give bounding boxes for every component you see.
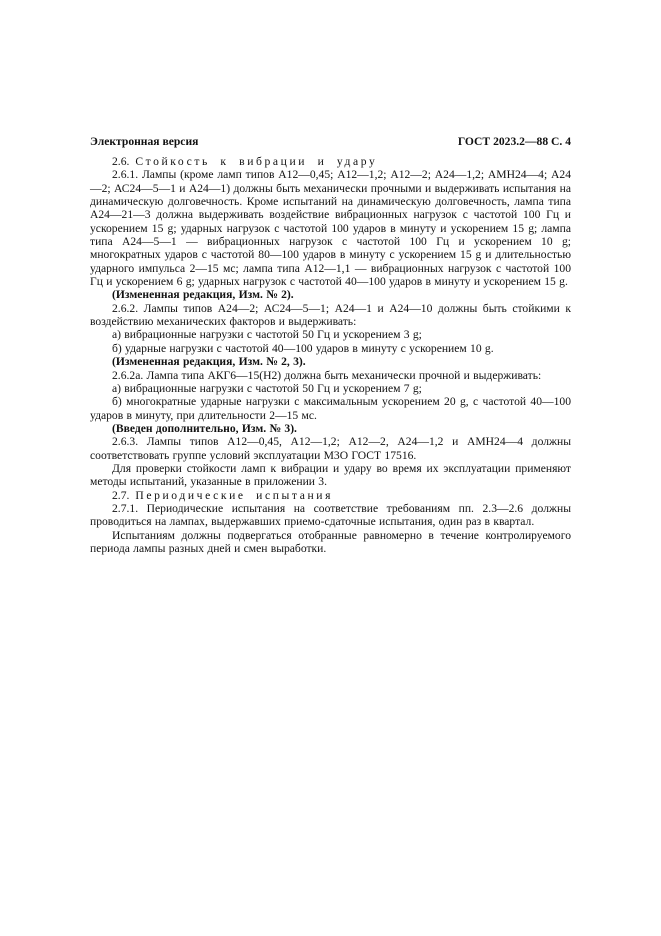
document-page [90,135,571,555]
list-item-a: а) вибрационные нагрузки с частотой 50 Гц и ускорением 7 g; [112,381,422,395]
section-heading-2-7 [90,489,571,502]
document-body [90,155,571,555]
paragraph-2-6-3: 2.6.3. Лампы типов А12—0,45, А12—1,2; А12—2, А24—1,2 и АМН24—4 должны соответствовать группе условий эксплуатации М3О ГОСТ 17516. [90,435,571,462]
list-item-b: б) многократные ударные нагрузки с максимальным ускорением 20 g, с частотой 40—100 ударов в минуту, при длительности 2—15 мс. [90,395,571,422]
editorial-note: (Введен дополнительно, Изм. № 3). [112,421,297,435]
page-header [90,135,571,148]
paragraph-test-methods: Для проверки стойкости ламп к вибрации и удару во время их эксплуатации применяют методы испытаний, указанные в приложении 3. [90,461,571,489]
paragraph-2-6-2a: 2.6.2а. Лампа типа АКГ6—15(Н2) должна быть механически прочной и выдерживать: [112,368,542,382]
clause-number: 2.7. [112,488,130,502]
section-heading-2-6 [90,155,571,168]
editorial-note: (Измененная редакция, Изм. № 2, 3). [112,355,306,369]
clause-number: 2.6. [112,155,130,168]
list-item-a: а) вибрационные нагрузки с частотой 50 Гц и ускорением 3 g; [112,328,422,342]
paragraph-sampling: Испытаниям должны подвергаться отобранные равномерно в течение контролируемого периода лампы разных дней и смен выработки. [90,528,571,555]
editorial-note: (Измененная редакция, Изм. № 2). [112,288,294,302]
header-edition-label: Электронная версия [90,135,199,148]
clause-title: Периодические испытания [135,488,334,502]
list-item-b: б) ударные нагрузки с частотой 40—100 ударов в минуту с ускорением 10 g. [112,341,494,355]
paragraph-2-7-1: 2.7.1. Периодические испытания на соответствие требованиям пп. 2.3—2.6 должны проводиться на лампах, выдержавших приемо-сдаточные испытания, один раз в квартал. [90,501,571,529]
paragraph-2-6-2: 2.6.2. Лампы типов А24—2; АС24—5—1; А24—1 и А24—10 должны быть стойкими к воздействию механических факторов и выдерживать: [90,301,571,329]
header-gost-number: ГОСТ 2023.2—88 С. 4 [457,135,571,148]
clause-title: Стойкость к вибрации и удару [135,155,378,168]
paragraph-2-6-1: 2.6.1. Лампы (кроме ламп типов А12—0,45; А12—1,2; А12—2; А24—1,2; АМН24—4; А24—2; АС24—5—1 и А24—1) должны быть механически прочными и выдерживать испытания на динамическую долговечность. Кроме испытаний на динамическую долговечность, лампа типа А24—21—3 должна выдерживать воздействие вибрационных нагрузок с частотой 100 Гц и ускорением 15 g; ударных нагрузок с частотой 100 ударов в минуту и ускорением 15 g; лампа типа А24—5—1 — вибрационных нагрузок с частотой 100 Гц и ускорением 10 g; многократных ударов с частотой 80—100 ударов в минуту с ускорением 15 g и длительностью ударного импульса 2—15 мс; лампа типа А12—1,1 — вибрационных нагрузок с частотой 100 Гц и ускорением 6 g; ударных нагрузок с частотой 40—100 ударов в минуту и ускорением 15 g. [90,168,571,289]
